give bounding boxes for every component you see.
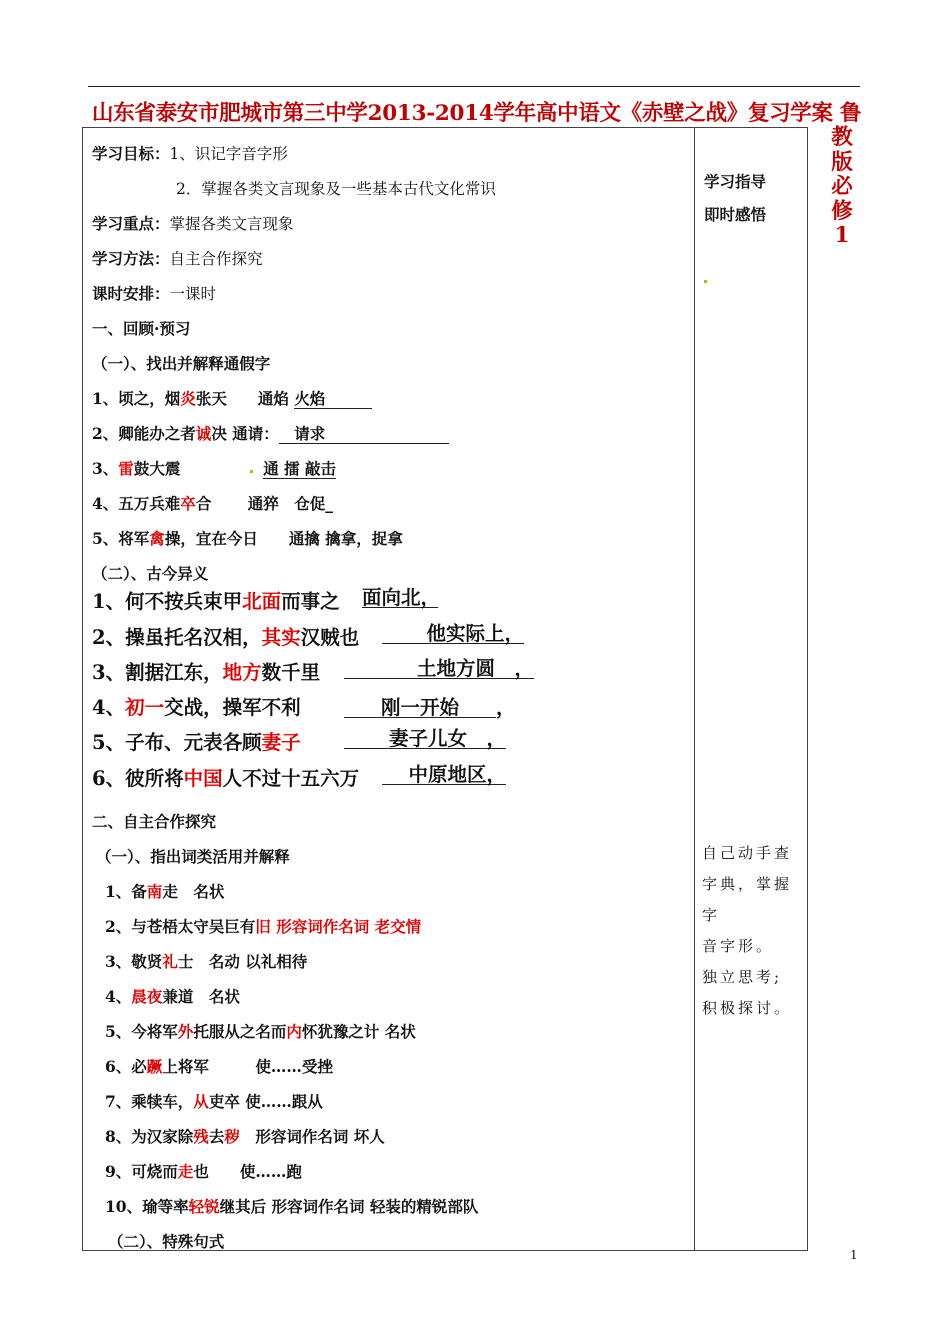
gujin-item (92, 692, 301, 720)
highlight-word: 卒 (180, 494, 196, 513)
item-text: 3、割据江东， (92, 661, 223, 684)
highlight-word: 旧 (255, 917, 271, 936)
gujin-answer (382, 622, 524, 645)
item-text: 9、可烧而 (105, 1162, 178, 1181)
sidebar-notes (702, 838, 802, 1024)
cilei-heading: （一）、指出词类活用并解释 (96, 847, 290, 866)
tongjia-item (92, 422, 449, 444)
gujin-answer (362, 586, 441, 609)
item-text: 4、 (105, 987, 132, 1006)
answer-text: 火焰 (294, 389, 372, 408)
cilei-item (105, 1125, 385, 1147)
goal-1: 1、识记字音字形 (169, 145, 288, 163)
item-text: 继其后 形容词作名词 轻装的精锐部队 (219, 1197, 479, 1216)
item-text: 人不过十五六万 (222, 767, 360, 790)
highlight-word: 炎 (180, 389, 196, 408)
item-text: 5、今将军 (105, 1022, 178, 1041)
method-label: 学习方法： (92, 249, 170, 268)
answer-text: 形容词作名词 老交情 (276, 917, 422, 936)
sidebar-note: 自己动手查 (702, 844, 793, 862)
item-text: 上将军 使……受挫 (162, 1057, 333, 1076)
item-text: 决 (211, 424, 227, 443)
highlight-word: 从 (193, 1092, 209, 1111)
highlight-word: 轻锐 (188, 1197, 220, 1216)
cilei-item (105, 985, 240, 1007)
gujin-item (92, 657, 320, 685)
gujin-answer: 刚一开始 ， (344, 692, 516, 720)
item-text: 2、操虽托名汉相， (92, 626, 262, 649)
item-text: 兼道 名状 (162, 987, 240, 1006)
item-text: 鼓大震 (133, 459, 181, 478)
item-text: 合 (195, 494, 212, 513)
focus-line (92, 212, 294, 234)
item-text: 数千里 (261, 661, 321, 684)
tongjia-item (92, 492, 333, 514)
cilei-item (105, 950, 307, 972)
highlight-word: 中国 (183, 767, 223, 790)
tongjia-item (92, 527, 403, 549)
highlight-word: 其实 (261, 626, 301, 649)
goal-2: 2．掌握各类文言现象及一些基本古代文化常识 (176, 180, 496, 198)
answer-text: 中原地区， (382, 766, 506, 785)
item-text: 交战，操军不利 (164, 696, 301, 719)
item-text: 走 名状 (162, 882, 225, 901)
sidebar-reflection: 即时感悟 (704, 205, 767, 224)
highlight-word: 残 (193, 1127, 209, 1146)
gujin-answer (344, 727, 506, 750)
item-text: 而事之 (281, 590, 340, 613)
item-text: 托服从之名而 (193, 1022, 287, 1041)
answer-text: 面向北， (362, 586, 441, 609)
sidebar-guide: 学习指导 (704, 172, 767, 191)
item-text: 7、乘犊车， (105, 1092, 194, 1111)
item-text: 去 (208, 1127, 225, 1146)
highlight-word: 走 (177, 1162, 194, 1181)
item-text: 10、瑜等率 (105, 1197, 189, 1216)
title-char: 必 (831, 174, 853, 199)
schedule-line (92, 282, 216, 304)
method-text: 自主合作探究 (169, 250, 263, 268)
item-text: 1、何不按兵束甲 (92, 590, 243, 613)
column-divider (694, 127, 695, 1251)
schedule-label: 课时安排： (92, 284, 170, 303)
title-char: 1 (834, 223, 850, 248)
item-text: 通请： (226, 424, 279, 443)
cilei-item (105, 1020, 416, 1042)
sidebar-note: 字典，掌握字 (702, 875, 793, 924)
item-text: 3、 (92, 459, 119, 478)
item-text: 也 使……跑 (193, 1162, 302, 1181)
gujin-answer (344, 657, 534, 680)
highlight-word: 礼 (162, 952, 178, 971)
gujin-item (92, 727, 301, 755)
answer-text: 通 擂 敲击 (263, 459, 337, 478)
item-text: 士 名动 以礼相待 (177, 952, 308, 971)
teshu-heading: （二）、特殊句式 (108, 1232, 225, 1251)
highlight-word: 诚 (195, 424, 212, 443)
sidebar-note: 音字形。 (702, 937, 775, 955)
cilei-item (105, 1195, 478, 1217)
item-text: 5、子布、元表各顾 (92, 731, 262, 754)
item-text: 3、敬贤 (105, 952, 163, 971)
item-text: 6、彼所将 (92, 767, 184, 790)
highlight-word: 雷 (118, 459, 134, 478)
goal-line (92, 142, 288, 164)
item-text: 8、为汉家除 (105, 1127, 194, 1146)
highlight-word: 南 (146, 882, 163, 901)
highlight-word: 内 (286, 1022, 302, 1041)
highlight-word: 禽 (149, 529, 165, 548)
sidebar-note: 独立思考; (702, 968, 783, 986)
cilei-item (105, 880, 224, 902)
highlight-word: 初一 (125, 696, 165, 719)
highlight-word: 晨夜 (131, 987, 163, 1006)
item-text: 通猝 仓促_ (211, 494, 333, 513)
gujin-heading: （二）、古今异义 (92, 564, 209, 583)
item-text: 吏卒 使……跟从 (208, 1092, 323, 1111)
highlight-word: 蹶 (146, 1057, 163, 1076)
tongjia-item (92, 457, 336, 479)
item-text: 1、顷之，烟 (92, 389, 181, 408)
highlight-word: 地方 (222, 661, 262, 684)
goal-label: 学习目标： (92, 144, 170, 163)
schedule-text: 一课时 (169, 285, 217, 303)
gujin-item (92, 763, 359, 791)
highlight-word: 秽 (224, 1127, 240, 1146)
answer-text: 他实际上， (382, 625, 524, 644)
item-text: 4、五万兵难 (92, 494, 181, 513)
highlight-word: 北面 (242, 590, 282, 613)
item-text: 1、备 (105, 882, 147, 901)
item-text (180, 459, 263, 478)
focus-label: 学习重点： (92, 214, 170, 233)
speck-mark (704, 280, 707, 283)
cilei-item (105, 915, 421, 937)
highlight-word: 外 (177, 1022, 194, 1041)
answer-text: 妻子儿女 ， (344, 730, 506, 749)
tongjia-item (92, 387, 372, 409)
title-char: 教 (831, 125, 853, 150)
method-line (92, 247, 263, 269)
sidebar-note: 积极探讨。 (702, 999, 793, 1017)
cilei-item (105, 1160, 302, 1182)
gujin-item (92, 622, 359, 650)
tongjia-heading: （一）、找出并解释通假字 (92, 354, 271, 373)
item-text: 5、将军 (92, 529, 150, 548)
item-text: 张天 (195, 389, 227, 408)
gujin-answer (382, 763, 506, 786)
title-char: 版 (831, 149, 853, 175)
header-rule (88, 86, 860, 87)
focus-text: 掌握各类文言现象 (169, 215, 294, 233)
cilei-item (105, 1055, 333, 1077)
item-text: 通焰 (226, 389, 295, 408)
item-text: 形容词作名词 坏人 (239, 1127, 385, 1146)
item-text: 4、 (92, 696, 126, 719)
section1-heading: 一、回顾·预习 (92, 319, 191, 338)
answer-text: 刚一开始 (344, 699, 496, 718)
item-text: 怀犹豫之计 名状 (301, 1022, 416, 1041)
item-text: 2、与苍梧太守吴巨有 (105, 917, 256, 936)
item-text: 通擒 擒拿，捉拿 (257, 529, 403, 548)
document-title-continuation (830, 126, 854, 249)
gujin-item (92, 586, 340, 614)
section2-heading: 二、自主合作探究 (92, 812, 217, 831)
answer-text: 土地方圆 ， (344, 660, 534, 679)
title-char: 修 (831, 198, 853, 224)
page-number: 1 (850, 1248, 858, 1262)
item-text: 汉贼也 (300, 626, 360, 649)
item-text: 2、卿能办之者 (92, 424, 196, 443)
highlight-word: 妻子 (261, 731, 301, 754)
document-title: 山东省泰安市肥城市第三中学2013-2014学年高中语文《赤壁之战》复习学案 鲁 (92, 101, 862, 126)
answer-text: 请求 (278, 424, 450, 443)
item-text: 操，宜在今日 (164, 529, 258, 548)
cilei-item (105, 1090, 323, 1112)
item-text: 6、必 (105, 1057, 147, 1076)
